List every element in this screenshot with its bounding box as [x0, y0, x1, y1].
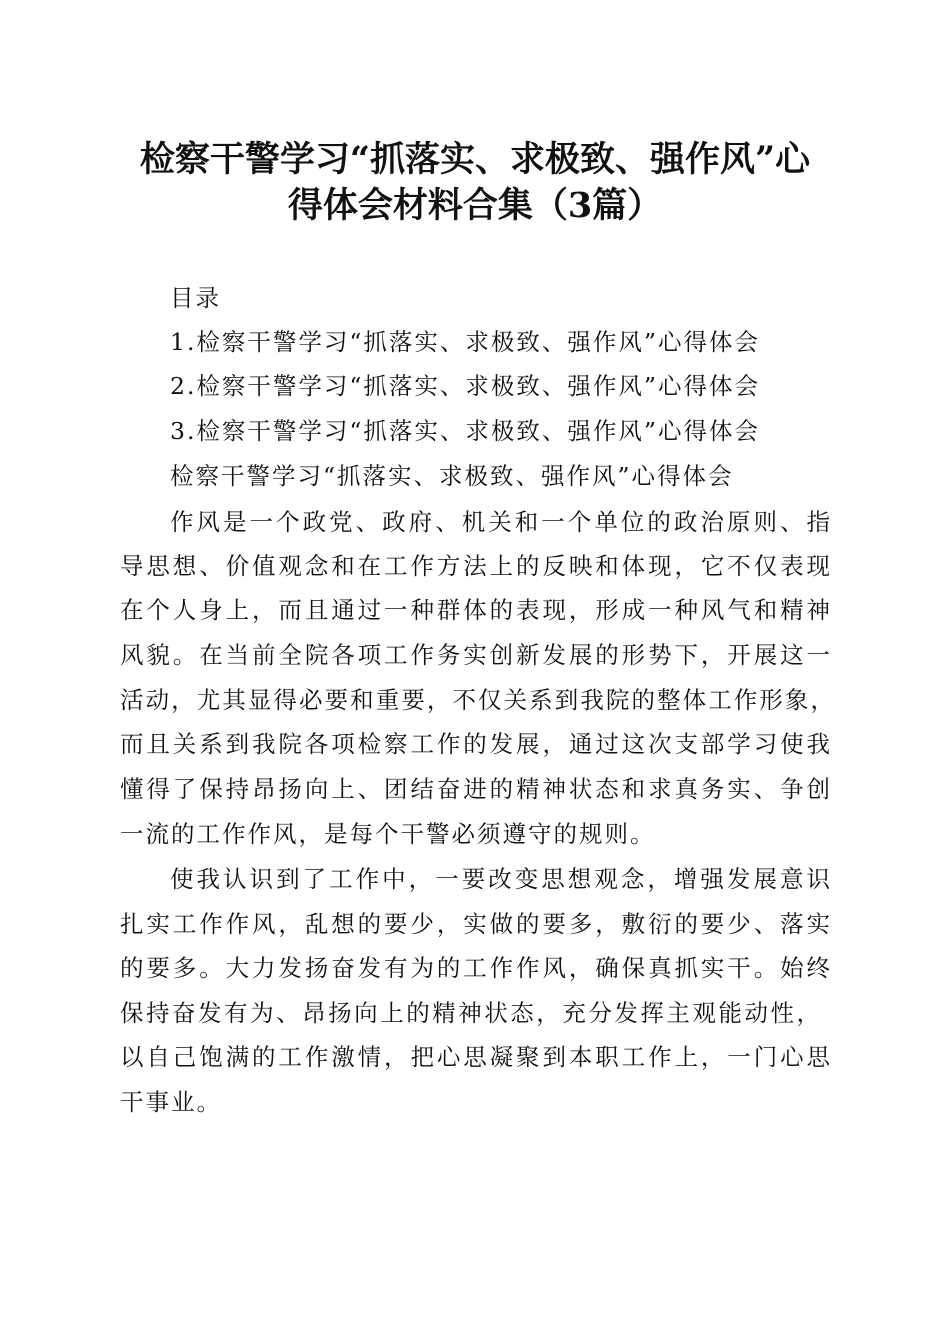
paragraph-1-line-3: 在个人身上，而且通过一种群体的表现，形成一种风气和精神	[120, 596, 832, 624]
toc-heading: 目录	[170, 284, 221, 312]
paragraph-1-line-1: 作风是一个政党、政府、机关和一个单位的政治原则、指	[170, 508, 832, 536]
document-title-line-2: 得体会材料合集（3篇）	[287, 185, 663, 226]
paragraph-1-line-5: 活动，尤其显得必要和重要，不仅关系到我院的整体工作形象，	[120, 686, 836, 714]
paragraph-1-line-2: 导思想、价值观念和在工作方法上的反映和体现，它不仅表现	[120, 552, 832, 580]
paragraph-2-line-1: 使我认识到了工作中，一要改变思想观念，增强发展意识	[170, 865, 832, 893]
toc-item-1: 1.检察干警学习“抓落实、求极致、强作风”心得体会	[170, 328, 760, 356]
document-title-line-1: 检察干警学习“抓落实、求极致、强作风”心	[139, 139, 811, 180]
paragraph-1-line-6: 而且关系到我院各项检察工作的发展，通过这次支部学习使我	[120, 730, 832, 758]
paragraph-1-line-4: 风貌。在当前全院各项工作务实创新发展的形势下，开展这一	[120, 641, 832, 669]
paragraph-1-line-7: 懂得了保持昂扬向上、团结奋进的精神状态和求真务实、争创	[120, 775, 832, 803]
article-heading: 检察干警学习“抓落实、求极致、强作风”心得体会	[170, 462, 734, 490]
paragraph-2-line-6: 干事业。	[120, 1088, 222, 1116]
paragraph-2-line-2: 扎实工作作风，乱想的要少，实做的要多，敷衍的要少、落实	[120, 910, 832, 938]
paragraph-2-line-5: 以自己饱满的工作激情，把心思凝聚到本职工作上，一门心思	[120, 1043, 832, 1071]
toc-item-2: 2.检察干警学习“抓落实、求极致、强作风”心得体会	[170, 372, 760, 400]
paragraph-1-line-8: 一流的工作作风，是每个干警必须遵守的规则。	[120, 820, 656, 848]
paragraph-2-line-3: 的要多。大力发扬奋发有为的工作作风，确保真抓实干。始终	[120, 954, 832, 982]
paragraph-2-line-4: 保持奋发有为、昂扬向上的精神状态，充分发挥主观能动性，	[120, 999, 822, 1027]
toc-item-3: 3.检察干警学习“抓落实、求极致、强作风”心得体会	[170, 417, 760, 445]
